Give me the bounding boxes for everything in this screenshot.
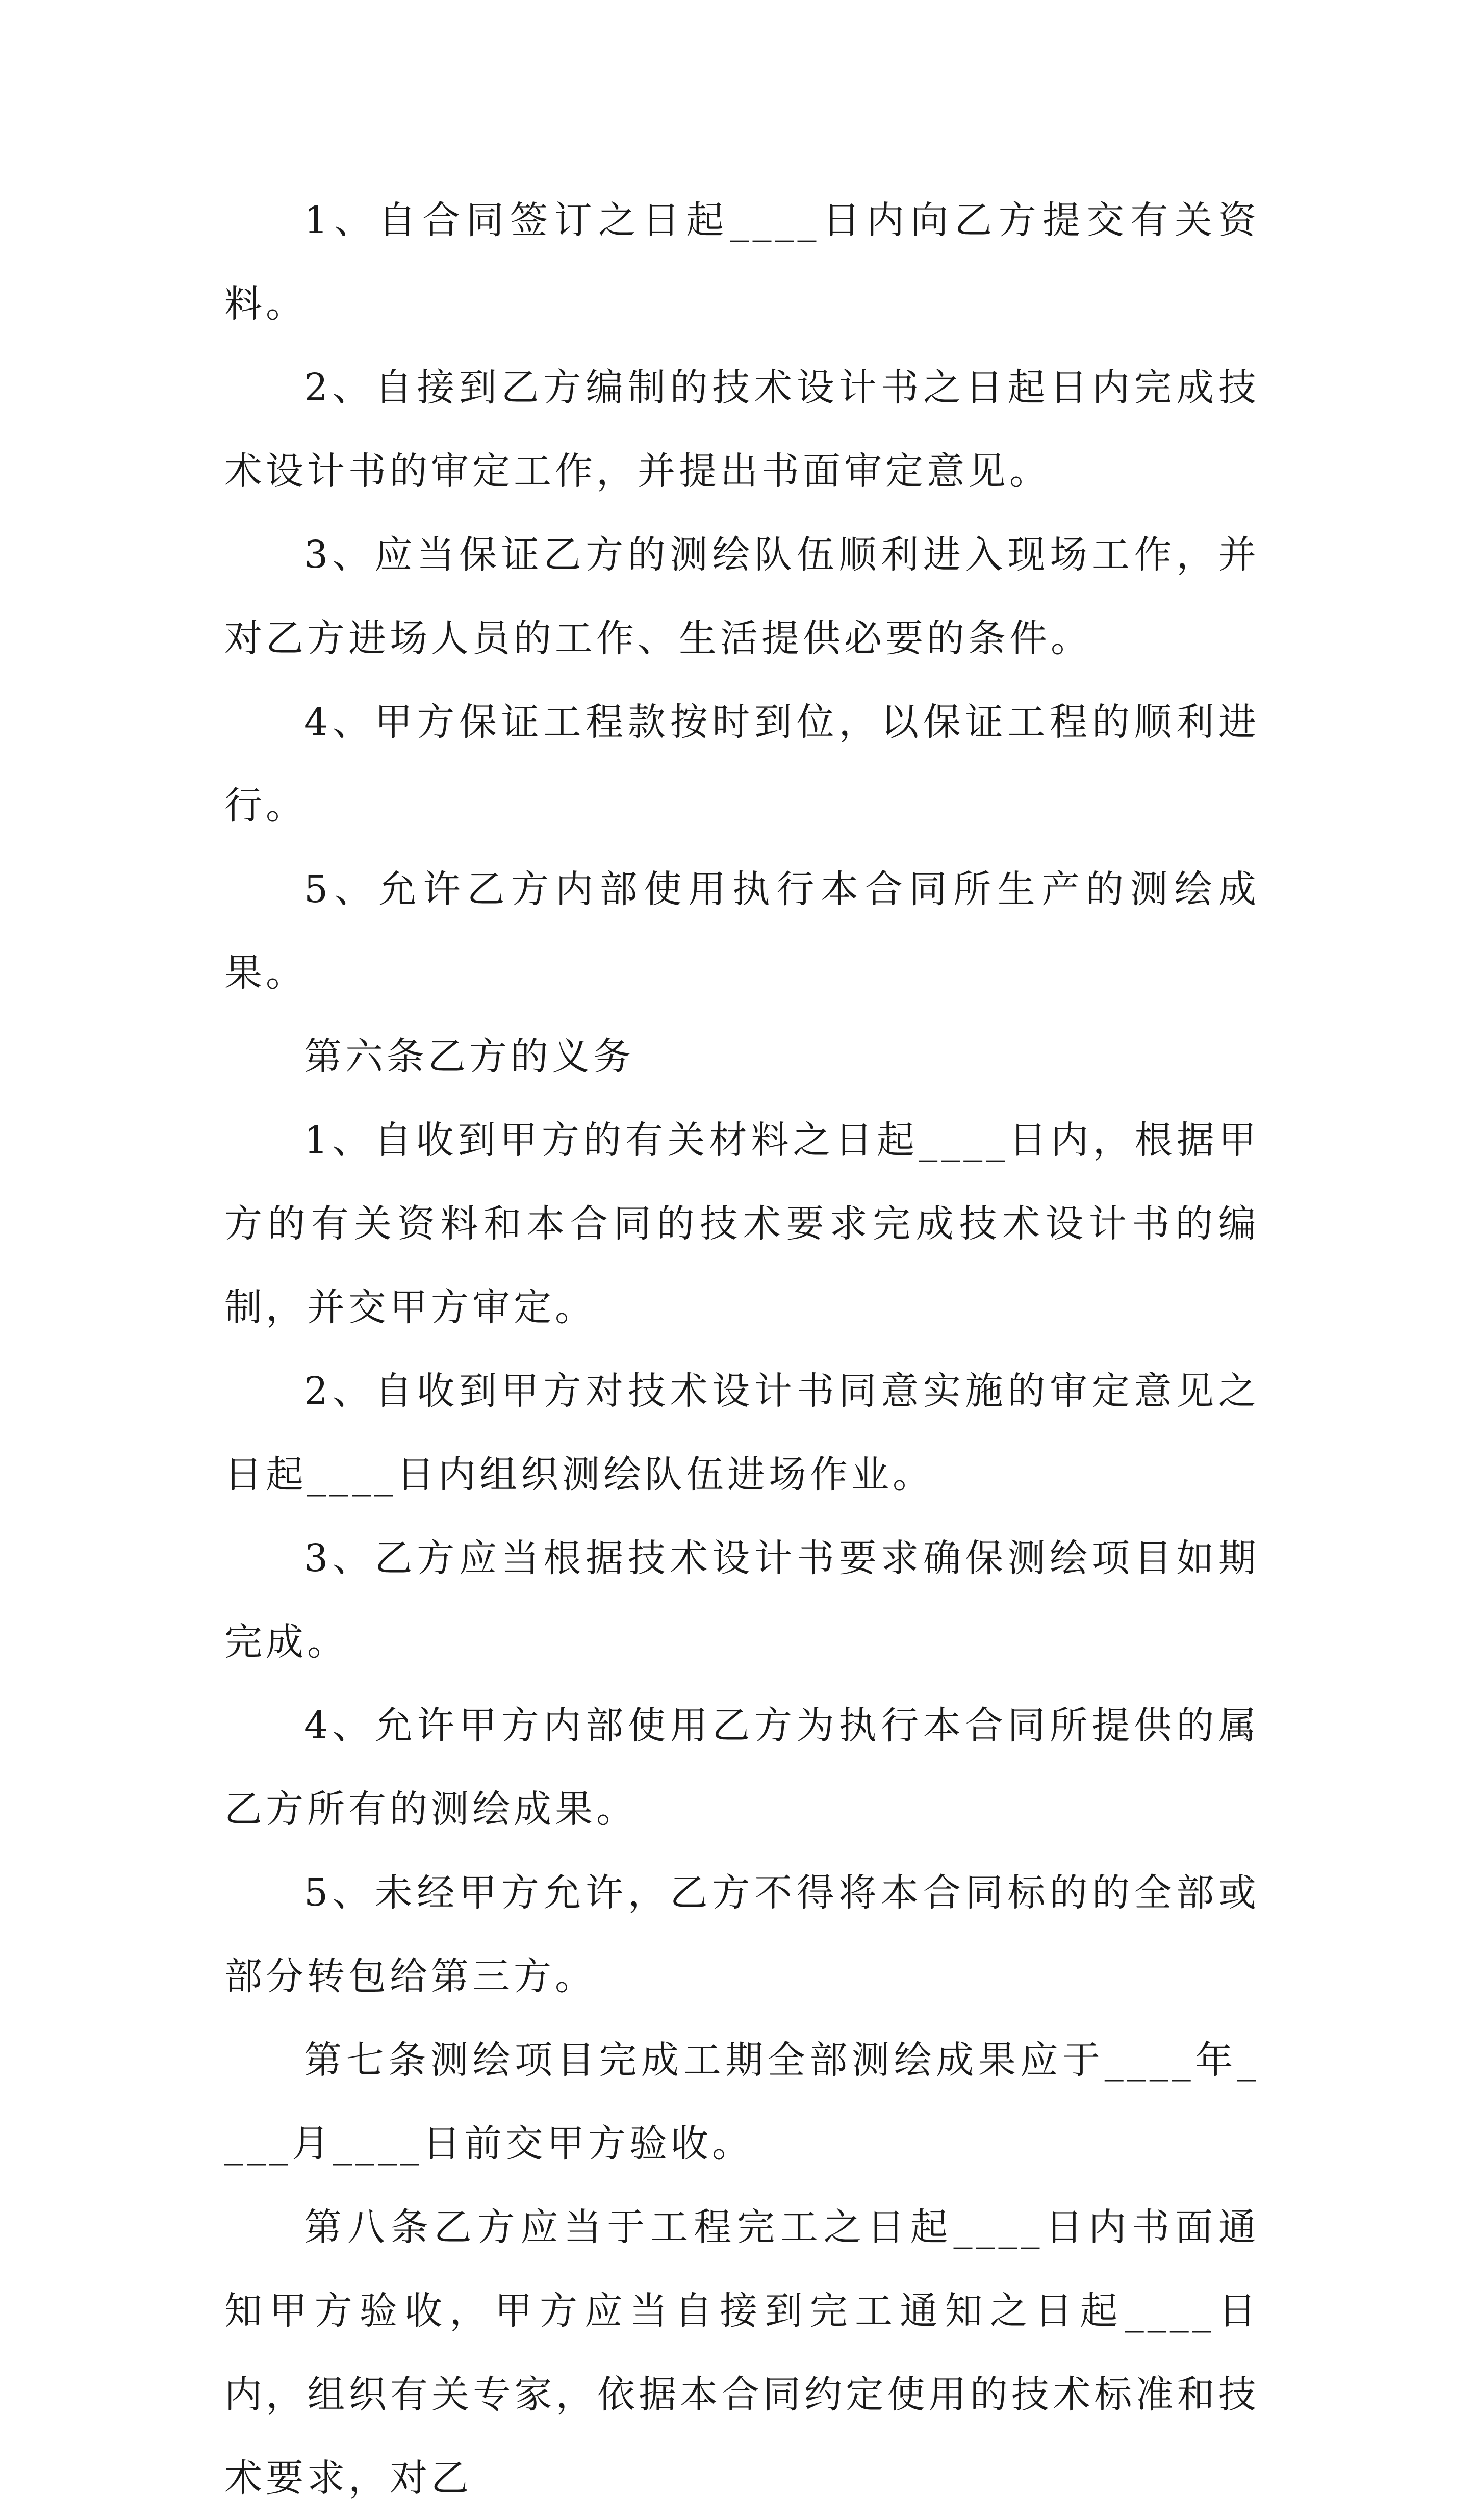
section-heading: 第六条乙方的义务 <box>304 1035 634 1078</box>
paragraph: 1、自合同签订之日起____日内向乙方提交有关资料。 <box>224 198 1260 326</box>
contract-body <box>224 178 1260 2520</box>
paragraph: 2、自收到甲方对技术设计书同意实施的审定意见之日起____日内组织测绘队伍进场作业。 <box>224 1369 1260 1497</box>
paragraph: 1、自收到甲方的有关材料之日起____日内，根据甲方的有关资料和本合同的技术要求完成技术设计书的编制，并交甲方审定。 <box>224 1118 1260 1329</box>
paragraph: 3、应当保证乙方的测绘队伍顺利进入现场工作，并对乙方进场人员的工作、生活提供必要的条件。 <box>224 533 1260 660</box>
section-paragraph: 第七条测绘项目完成工期全部测绘成果应于____年____月____日前交甲方验收。 <box>224 2038 1260 2166</box>
paragraph: 4、甲方保证工程款按时到位，以保证工程的顺利进行。 <box>224 700 1260 828</box>
paragraph: 3、乙方应当根据技术设计书要求确保测绘项目如期完成。 <box>224 1536 1260 1664</box>
paragraph: 5、允许乙方内部使用执行本合同所生产的测绘成果。 <box>224 867 1260 995</box>
section-paragraph: 第八条乙方应当于工程完工之日起____日内书面通知甲方验收，甲方应当自接到完工通知之日起____日内，组织有关专家，依据本合同约定使用的技术标准和技术要求，对乙 <box>224 2205 1260 2500</box>
paragraph: 4、允许甲方内部使用乙方为执行本合同所提供的属乙方所有的测绘成果。 <box>224 1704 1260 1831</box>
paragraph: 5、未经甲方允许，乙方不得将本合同标的的全部或部分转包给第三方。 <box>224 1871 1260 1998</box>
paragraph: 2、自接到乙方编制的技术设计书之日起日内完成技术设计书的审定工作，并提出书面审定意见。 <box>224 366 1260 493</box>
